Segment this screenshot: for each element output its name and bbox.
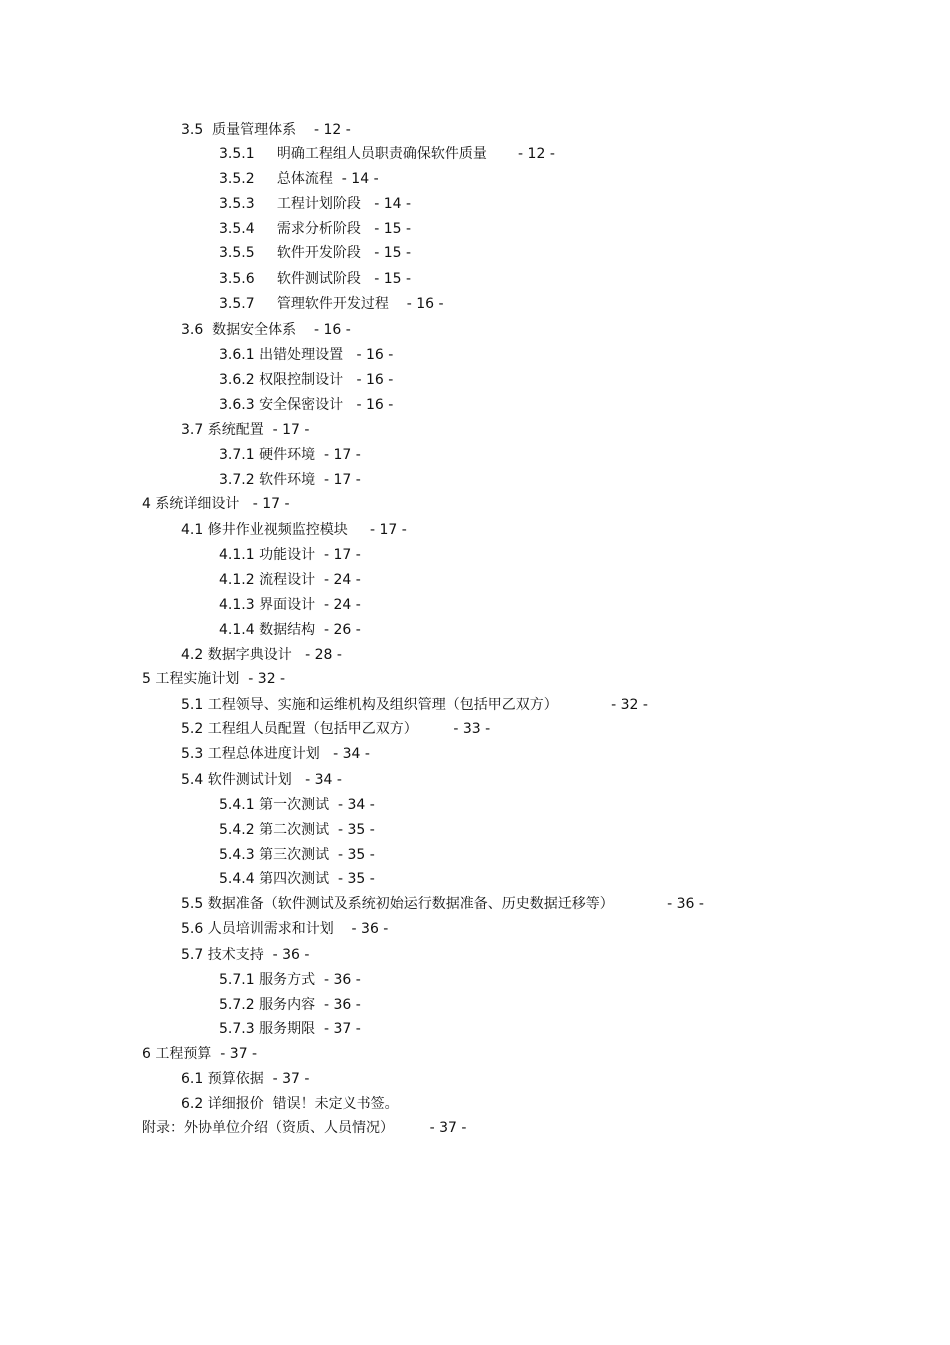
toc-entry[interactable]: [142, 1119, 466, 1137]
toc-page: - 17 -: [272, 422, 310, 438]
toc-page: - 32 -: [248, 671, 286, 687]
toc-number: 5.7.1: [219, 972, 255, 988]
toc-title: 服务方式: [259, 972, 316, 988]
toc-page: - 36 -: [667, 896, 704, 912]
toc-entry[interactable]: [219, 446, 361, 464]
toc-title: 软件环境: [259, 472, 316, 488]
toc-entry[interactable]: [181, 1070, 309, 1088]
toc-page: - 15 -: [374, 271, 412, 287]
toc-number: 6: [142, 1046, 151, 1062]
toc-entry[interactable]: [181, 646, 342, 664]
toc-page: - 33 -: [453, 721, 491, 737]
toc-number: 5.7.2: [219, 997, 255, 1013]
toc-entry[interactable]: [219, 971, 361, 989]
toc-entry[interactable]: [181, 946, 309, 964]
toc-page: - 37 -: [323, 1021, 361, 1037]
toc-page: - 35 -: [337, 871, 375, 887]
toc-number: 6.2: [181, 1096, 204, 1112]
toc-page: - 14 -: [374, 196, 412, 212]
toc-entry[interactable]: [219, 996, 361, 1014]
toc-entry[interactable]: [219, 796, 375, 814]
toc-page: - 34 -: [333, 746, 370, 762]
toc-page: - 14 -: [341, 171, 379, 187]
toc-entry[interactable]: [219, 870, 375, 888]
toc-entry[interactable]: [142, 495, 290, 513]
toc-title: 外协单位介绍（资质、人员情况）: [184, 1120, 394, 1136]
toc-number: 5.5: [181, 896, 204, 912]
toc-number: 3.5.2: [219, 171, 255, 187]
toc-number: 4.1.4: [219, 622, 255, 638]
toc-title: 数据结构: [259, 622, 316, 638]
toc-entry[interactable]: [181, 1095, 399, 1113]
toc-entry[interactable]: [219, 621, 361, 639]
toc-number: 3.6.2: [219, 372, 255, 388]
toc-number: 4: [142, 496, 151, 512]
toc-number: 5.4: [181, 772, 204, 788]
toc-number: 3.7.2: [219, 472, 255, 488]
toc-page: - 16 -: [313, 322, 351, 338]
toc-page: - 37 -: [272, 1071, 310, 1087]
toc-title: 工程实施计划: [155, 671, 240, 687]
toc-number: 3.6: [181, 322, 204, 338]
toc-title: 详细报价: [207, 1096, 264, 1112]
toc-number: 5.4.1: [219, 797, 255, 813]
toc-number: 3.5.5: [219, 245, 255, 261]
toc-entry[interactable]: [219, 846, 375, 864]
toc-page: - 24 -: [323, 572, 361, 588]
toc-title: 需求分析阶段: [276, 221, 361, 237]
toc-entry[interactable]: [219, 596, 361, 614]
toc-entry[interactable]: [219, 571, 361, 589]
toc-number: 3.5.7: [219, 296, 255, 312]
toc-page: - 34 -: [337, 797, 375, 813]
toc-number: 4.1.2: [219, 572, 255, 588]
toc-number: 附录：: [142, 1120, 184, 1136]
toc-entry[interactable]: [219, 195, 411, 213]
toc-number: 5.6: [181, 921, 204, 937]
toc-page: - 17 -: [369, 522, 407, 538]
toc-title: 软件测试阶段: [276, 271, 361, 287]
toc-number: 4.1.1: [219, 547, 255, 563]
toc-page: - 17 -: [323, 447, 361, 463]
toc-title: 工程预算: [155, 1046, 212, 1062]
toc-entry[interactable]: [181, 745, 370, 763]
toc-page: - 16 -: [356, 372, 394, 388]
toc-number: 4.1: [181, 522, 204, 538]
toc-page: - 36 -: [351, 921, 389, 937]
toc-page: - 28 -: [305, 647, 342, 663]
toc-page: - 16 -: [356, 347, 394, 363]
toc-number: 3.6.3: [219, 397, 255, 413]
toc-title: 数据安全体系: [212, 322, 297, 338]
toc-number: 4.2: [181, 647, 204, 663]
toc-page: - 12 -: [518, 146, 555, 162]
toc-page: - 17 -: [252, 496, 290, 512]
toc-title: 工程领导、实施和运维机构及组织管理（包括甲乙双方）: [207, 697, 558, 713]
toc-title: 管理软件开发过程: [276, 296, 389, 312]
toc-entry[interactable]: [181, 696, 648, 714]
toc-title: 明确工程组人员职责确保软件质量: [276, 146, 487, 162]
toc-title: 软件测试计划: [207, 772, 292, 788]
toc-entry[interactable]: [181, 121, 351, 139]
toc-title: 工程总体进度计划: [207, 746, 320, 762]
toc-page: - 34 -: [305, 772, 342, 788]
toc-entry[interactable]: [181, 521, 407, 539]
toc-title: 工程计划阶段: [276, 196, 361, 212]
toc-title: 质量管理体系: [212, 122, 297, 138]
toc-page: - 37 -: [220, 1046, 258, 1062]
toc-entry[interactable]: [181, 920, 388, 938]
toc-entry[interactable]: [181, 720, 490, 738]
toc-entry[interactable]: [181, 895, 704, 913]
toc-number: 3.5.3: [219, 196, 255, 212]
toc-title: 第三次测试: [259, 847, 330, 863]
toc-title: 安全保密设计: [259, 397, 344, 413]
toc-page: - 36 -: [272, 947, 310, 963]
toc-number: 5.1: [181, 697, 204, 713]
toc-number: 5.4.4: [219, 871, 255, 887]
toc-number: 6.1: [181, 1071, 204, 1087]
toc-title: 预算依据: [207, 1071, 264, 1087]
toc-title: 数据准备（软件测试及系统初始运行数据准备、历史数据迁移等）: [207, 896, 614, 912]
toc-page: - 36 -: [323, 972, 361, 988]
toc-entry[interactable]: [219, 295, 444, 313]
toc-page: - 15 -: [374, 221, 412, 237]
toc-entry[interactable]: [142, 670, 285, 688]
toc-page: - 15 -: [374, 245, 412, 261]
toc-number: 3.5.6: [219, 271, 255, 287]
toc-page: - 16 -: [356, 397, 394, 413]
toc-entry[interactable]: [181, 321, 351, 339]
toc-number: 5.7: [181, 947, 204, 963]
toc-entry[interactable]: [219, 371, 393, 389]
toc-entry[interactable]: [219, 170, 379, 188]
toc-title: 流程设计: [259, 572, 316, 588]
toc-number: 4.1.3: [219, 597, 255, 613]
toc-number: 3.5.4: [219, 221, 255, 237]
toc-title: 权限控制设计: [259, 372, 344, 388]
toc-entry[interactable]: [219, 821, 375, 839]
toc-page: - 35 -: [337, 847, 375, 863]
toc-title: 界面设计: [259, 597, 316, 613]
toc-number: 3.7: [181, 422, 204, 438]
toc-number: 3.6.1: [219, 347, 255, 363]
toc-title: 人员培训需求和计划: [207, 921, 334, 937]
toc-title: 服务内容: [259, 997, 316, 1013]
toc-title: 出错处理设置: [259, 347, 344, 363]
toc-number: 3.5.1: [219, 146, 255, 162]
toc-number: 3.7.1: [219, 447, 255, 463]
toc-title: 功能设计: [259, 547, 316, 563]
toc-title: 第一次测试: [259, 797, 330, 813]
toc-title: 总体流程: [276, 171, 333, 187]
toc-page: - 17 -: [323, 547, 361, 563]
toc-title: 工程组人员配置（包括甲乙双方）: [207, 721, 418, 737]
toc-entry[interactable]: [142, 1045, 257, 1063]
toc-title: 修井作业视频监控模块: [207, 522, 348, 538]
toc-title: 数据字典设计: [207, 647, 292, 663]
toc-entry[interactable]: [219, 244, 411, 262]
toc-page: - 36 -: [323, 997, 361, 1013]
toc-page: - 16 -: [406, 296, 444, 312]
toc-title: 第二次测试: [259, 822, 330, 838]
toc-title: 技术支持: [207, 947, 264, 963]
toc-entry[interactable]: [181, 421, 309, 439]
toc-title: 第四次测试: [259, 871, 330, 887]
toc-number: 5: [142, 671, 151, 687]
toc-page: 错误！未定义书签。: [272, 1096, 399, 1112]
toc-entry[interactable]: [219, 471, 361, 489]
toc-entry[interactable]: [219, 220, 411, 238]
toc-number: 5.3: [181, 746, 204, 762]
toc-title: 系统配置: [207, 422, 264, 438]
toc-entry[interactable]: [181, 771, 342, 789]
toc-page: - 12 -: [313, 122, 351, 138]
toc-entry[interactable]: [219, 546, 361, 564]
toc-entry[interactable]: [219, 270, 411, 288]
toc-title: 服务期限: [259, 1021, 316, 1037]
toc-page: - 17 -: [323, 472, 361, 488]
toc-number: 5.4.2: [219, 822, 255, 838]
toc-number: 5.2: [181, 721, 204, 737]
toc-page: - 35 -: [337, 822, 375, 838]
toc-entry[interactable]: [219, 145, 555, 163]
toc-title: 硬件环境: [259, 447, 316, 463]
toc-title: 系统详细设计: [155, 496, 240, 512]
toc-entry[interactable]: [219, 1020, 361, 1038]
toc-page: - 26 -: [323, 622, 361, 638]
toc-number: 5.4.3: [219, 847, 255, 863]
toc-title: 软件开发阶段: [276, 245, 361, 261]
toc-page: - 32 -: [611, 697, 648, 713]
toc-page: - 37 -: [429, 1120, 467, 1136]
toc-number: 3.5: [181, 122, 204, 138]
toc-entry[interactable]: [219, 396, 393, 414]
toc-entry[interactable]: [219, 346, 393, 364]
toc-number: 5.7.3: [219, 1021, 255, 1037]
toc-page: - 24 -: [323, 597, 361, 613]
